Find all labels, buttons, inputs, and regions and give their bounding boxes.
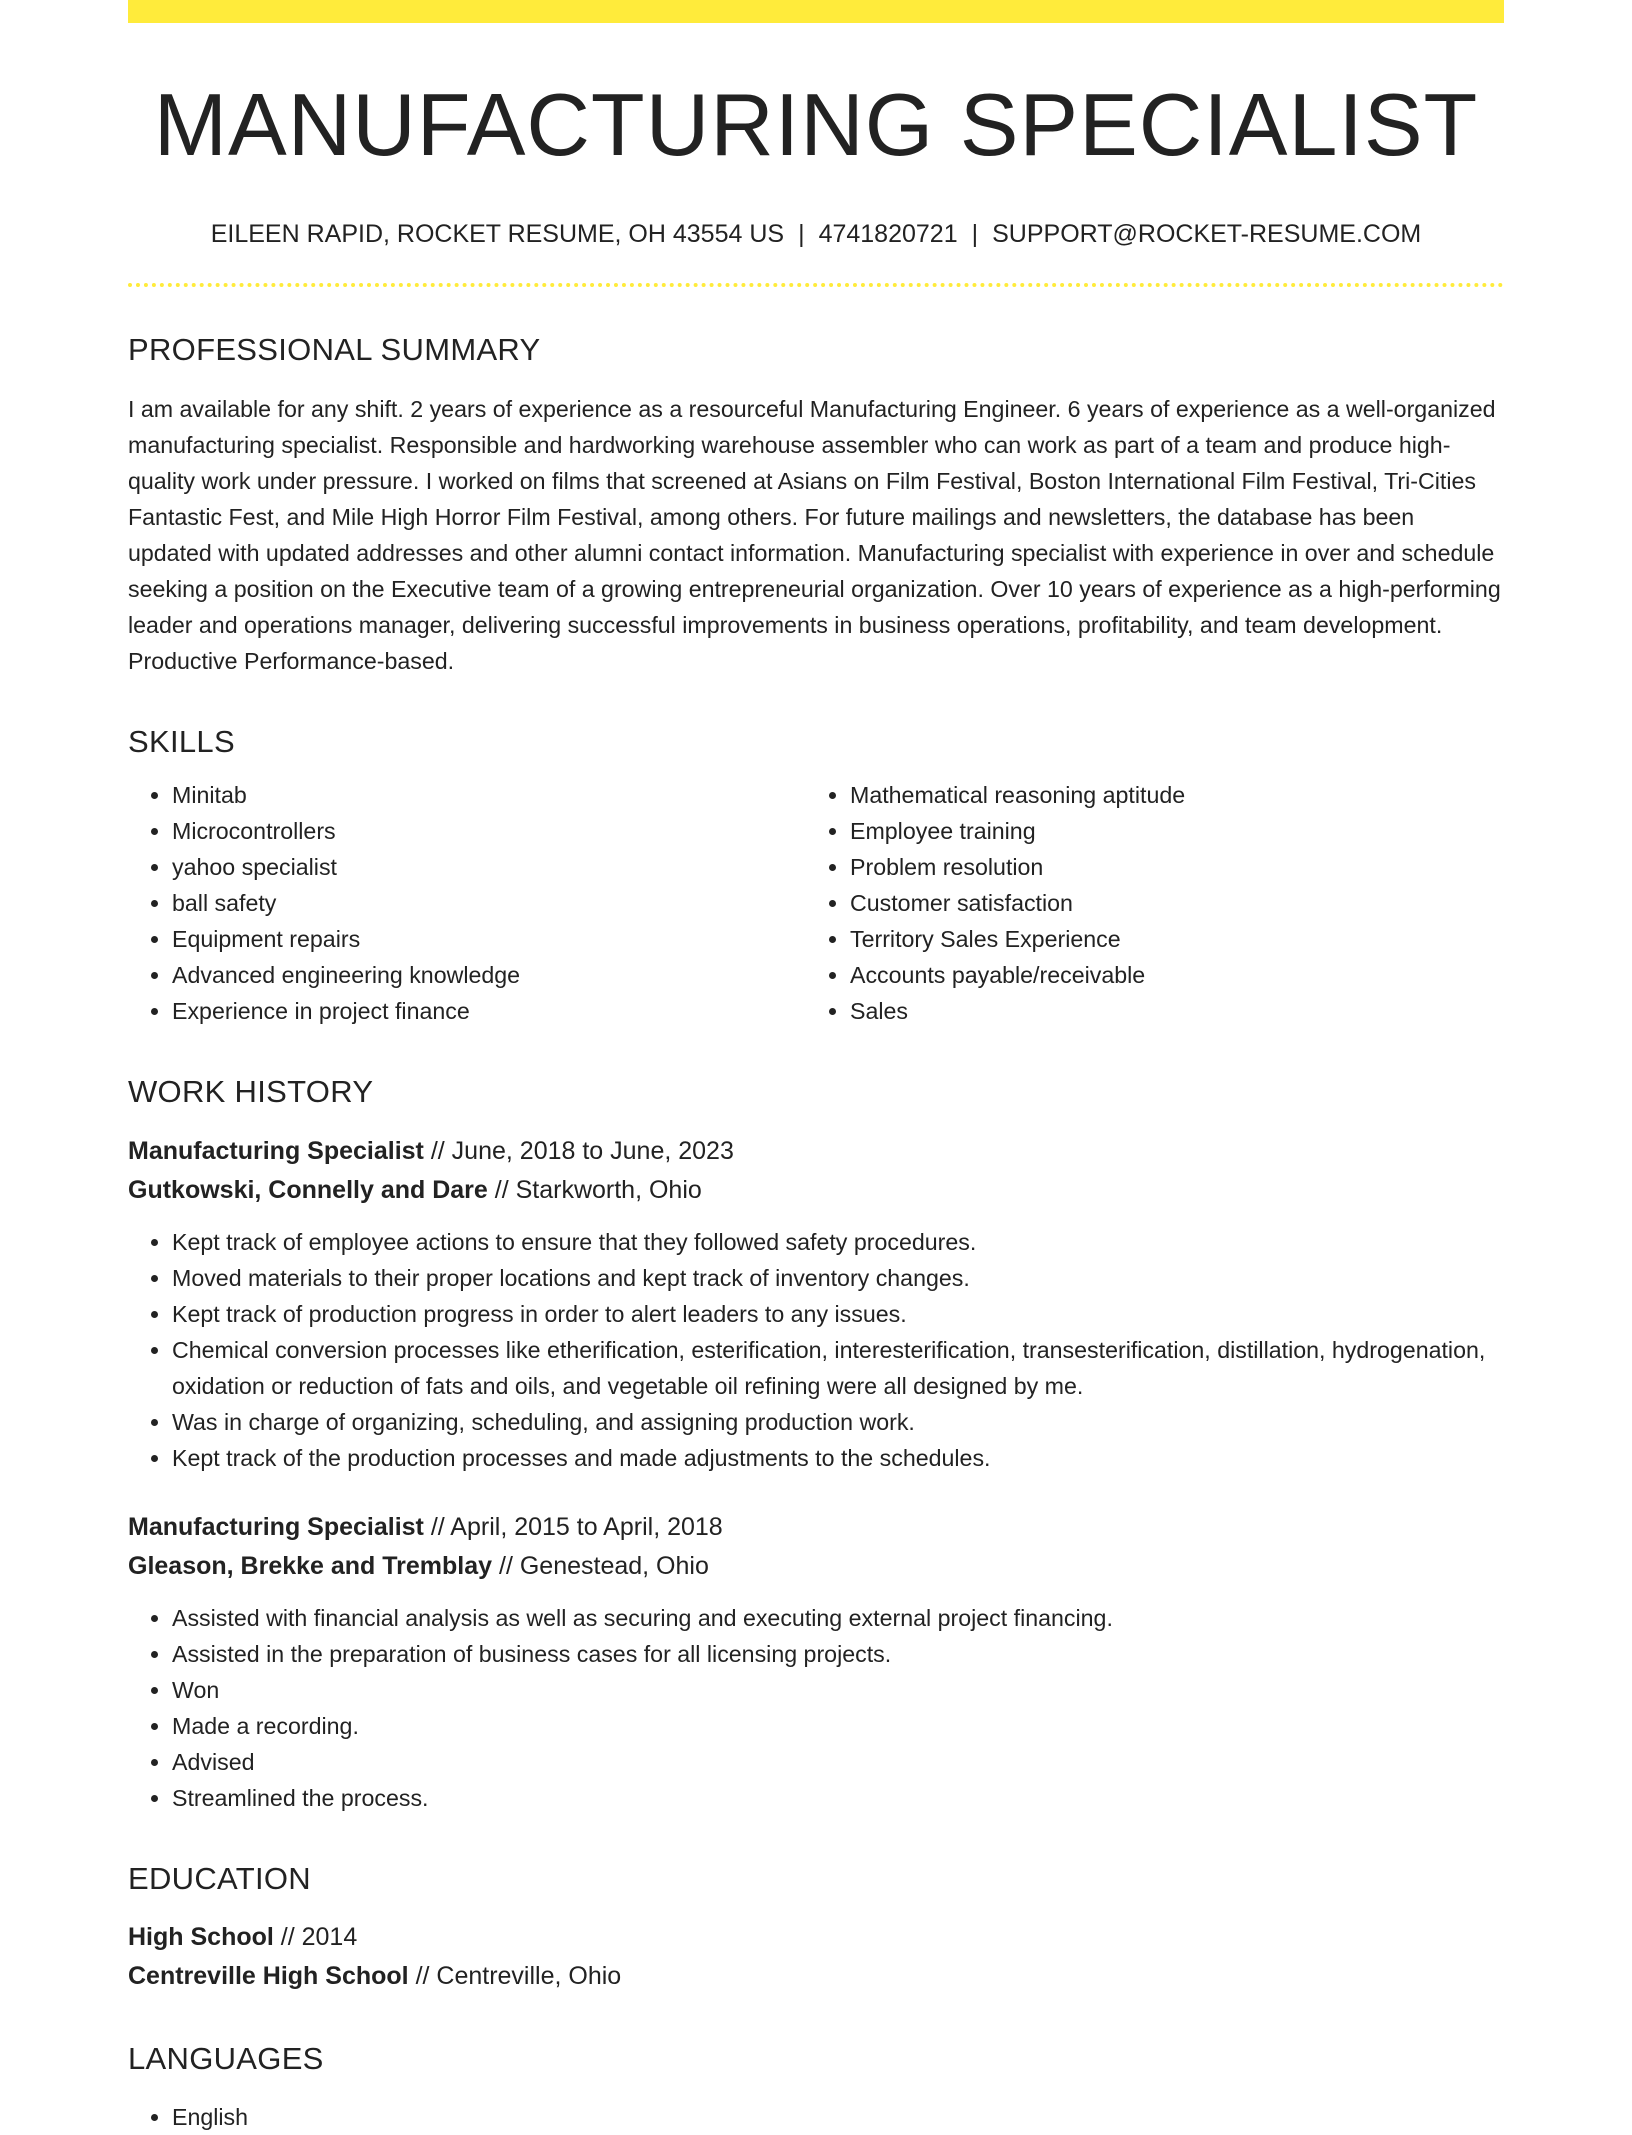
education-school: Centreville High School bbox=[128, 1961, 409, 1990]
top-accent-bar bbox=[128, 0, 1504, 23]
job-bullet: • Moved materials to their proper locations and kept track of inventory changes. bbox=[172, 1260, 1504, 1296]
job-bullet: • Assisted in the preparation of business cases for all licensing projects. bbox=[172, 1636, 1504, 1672]
job-bullet: • Won bbox=[172, 1672, 1504, 1708]
job-title: Manufacturing Specialist bbox=[128, 1136, 424, 1165]
job-company-line bbox=[128, 1171, 1504, 1210]
skill-item: • Experience in project finance bbox=[172, 993, 806, 1029]
summary-heading: PROFESSIONAL SUMMARY bbox=[128, 332, 541, 367]
job-bullet-list bbox=[128, 1224, 1504, 1476]
job-title-line bbox=[128, 1508, 1504, 1547]
skills-list-right bbox=[806, 777, 1484, 1029]
job-company: Gleason, Brekke and Tremblay bbox=[128, 1551, 493, 1580]
skill-item: • Advanced engineering knowledge bbox=[172, 957, 806, 993]
skill-item: • Employee training bbox=[850, 813, 1484, 849]
job-bullet: • Kept track of the production processes and made adjustments to the schedules. bbox=[172, 1440, 1504, 1476]
job-location: // Starkworth, Ohio bbox=[494, 1175, 702, 1204]
education-degree-line bbox=[128, 1918, 1504, 1957]
contact-separator: | bbox=[971, 220, 979, 248]
job-bullet-list bbox=[128, 1600, 1504, 1816]
skill-item: • yahoo specialist bbox=[172, 849, 806, 885]
language-item: • English bbox=[172, 2099, 1504, 2135]
education-heading: EDUCATION bbox=[128, 1860, 311, 1896]
job-title-line bbox=[128, 1132, 1504, 1171]
page-title: MANUFACTURING SPECIALIST bbox=[153, 75, 1479, 174]
education-school-line bbox=[128, 1957, 1504, 1996]
summary-text: I am available for any shift. 2 years of experience as a resourceful Manufacturing Engineer. 6 years of experience as a well-organized manufacturing specialist. Responsible and hardworking warehouse assembler who can work as part of a team and produce high-quality work under pressure. I worked on films that screened at Asians on Film Festival, Boston International Film Festival, Tri-Cities Fantastic Fest, and Mile High Horror Film Festival, among others. For future mailings and newsletters, the database has been updated with updated addresses and other alumni contact information. Manufacturing specialist with experience in over and schedule seeking a position on the Executive team of a growing entrepreneurial organization. Over 10 years of experience as a high-performing leader and operations manager, delivering successful improvements in business operations, profitability, and team development. Productive Performance-based. bbox=[128, 396, 1501, 675]
job-bullet: • Streamlined the process. bbox=[172, 1780, 1504, 1816]
contact-email: SUPPORT@ROCKET-RESUME.COM bbox=[992, 220, 1422, 248]
job-bullet: • Chemical conversion processes like etherification, esterification, interesterification, transesterification, distillation, hydrogenation, oxidation or reduction of fats and oils, and vegetable oil refining were all designed by me. bbox=[172, 1332, 1504, 1404]
job-bullet: • Assisted with financial analysis as well as securing and executing external project financing. bbox=[172, 1600, 1504, 1636]
languages-list bbox=[128, 2099, 1504, 2135]
dotted-divider bbox=[128, 283, 1504, 287]
job-bullet: • Advised bbox=[172, 1744, 1504, 1780]
skill-item: • Equipment repairs bbox=[172, 921, 806, 957]
skill-item: • Problem resolution bbox=[850, 849, 1484, 885]
job-bullet: • Made a recording. bbox=[172, 1708, 1504, 1744]
work-history-heading: WORK HISTORY bbox=[128, 1074, 374, 1110]
skills-columns bbox=[128, 777, 1504, 1029]
job-location: // Genestead, Ohio bbox=[499, 1551, 709, 1580]
skill-item: • Microcontrollers bbox=[172, 813, 806, 849]
skills-list-left bbox=[128, 777, 806, 1029]
education-location: // Centreville, Ohio bbox=[415, 1961, 622, 1990]
skill-item: • Mathematical reasoning aptitude bbox=[850, 777, 1484, 813]
skill-item: • Territory Sales Experience bbox=[850, 921, 1484, 957]
skill-item: • Customer satisfaction bbox=[850, 885, 1484, 921]
job-bullet: • Was in charge of organizing, scheduling, and assigning production work. bbox=[172, 1404, 1504, 1440]
job-bullet: • Kept track of employee actions to ensure that they followed safety procedures. bbox=[172, 1224, 1504, 1260]
skill-item: • Minitab bbox=[172, 777, 806, 813]
job-title: Manufacturing Specialist bbox=[128, 1512, 424, 1541]
job-company-line bbox=[128, 1547, 1504, 1586]
skill-item: • ball safety bbox=[172, 885, 806, 921]
job-bullet: • Kept track of production progress in order to alert leaders to any issues. bbox=[172, 1296, 1504, 1332]
job-dates: // April, 2015 to April, 2018 bbox=[430, 1512, 723, 1541]
contact-phone: 4741820721 bbox=[818, 220, 958, 248]
resume-page bbox=[128, 0, 1504, 2135]
contact-line bbox=[128, 219, 1504, 249]
skills-heading: SKILLS bbox=[128, 724, 235, 760]
education-year: // 2014 bbox=[280, 1922, 358, 1951]
languages-heading: LANGUAGES bbox=[128, 2040, 324, 2076]
job-dates: // June, 2018 to June, 2023 bbox=[430, 1136, 734, 1165]
job-company: Gutkowski, Connelly and Dare bbox=[128, 1175, 488, 1204]
contact-address: EILEEN RAPID, ROCKET RESUME, OH 43554 US bbox=[210, 220, 785, 248]
education-degree: High School bbox=[128, 1922, 274, 1951]
skill-item: • Accounts payable/receivable bbox=[850, 957, 1484, 993]
skill-item: • Sales bbox=[850, 993, 1484, 1029]
contact-separator: | bbox=[798, 220, 805, 248]
